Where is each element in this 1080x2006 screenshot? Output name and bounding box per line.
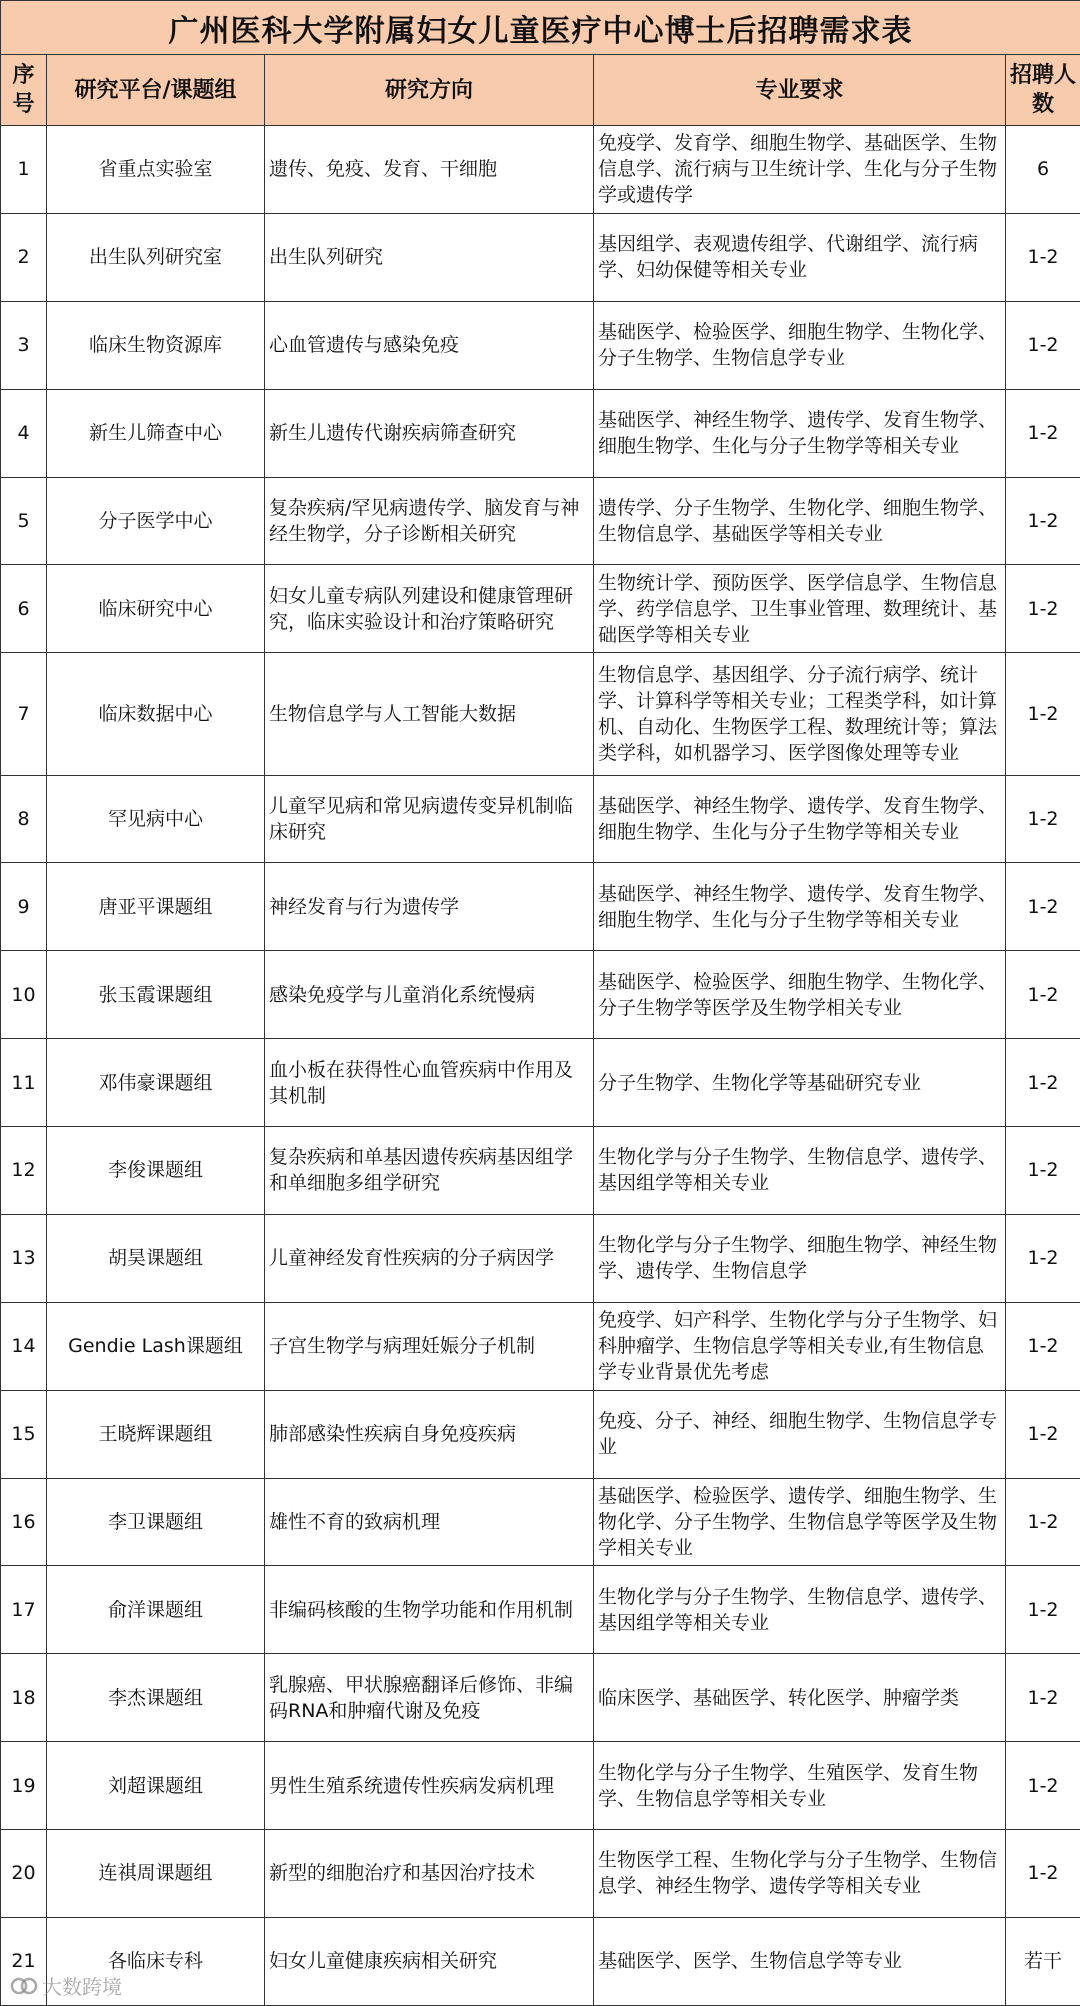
cell-platform: 省重点实验室 <box>47 126 265 214</box>
cell-major: 分子生物学、生物化学等基础研究专业 <box>594 1039 1006 1127</box>
cell-num: 8 <box>1 775 47 863</box>
cell-count: 1-2 <box>1006 1214 1080 1302</box>
cell-platform: 临床研究中心 <box>47 565 265 653</box>
cell-count: 6 <box>1006 126 1080 214</box>
cell-num: 15 <box>1 1390 47 1478</box>
table-row <box>1 213 1080 301</box>
cell-direction: 妇女儿童专病队列建设和健康管理研究，临床实验设计和治疗策略研究 <box>265 565 594 653</box>
cell-platform: 罕见病中心 <box>47 775 265 863</box>
cell-major: 免疫、分子、神经、细胞生物学、生物信息学专业 <box>594 1390 1006 1478</box>
table-row <box>1 1302 1080 1390</box>
table-row <box>1 1390 1080 1478</box>
cell-num: 5 <box>1 477 47 565</box>
cell-num: 14 <box>1 1302 47 1390</box>
cell-major: 基础医学、神经生物学、遗传学、发育生物学、细胞生物学、生化与分子生物学等相关专业 <box>594 389 1006 477</box>
table-row <box>1 951 1080 1039</box>
table-row <box>1 1566 1080 1654</box>
cell-major: 遗传学、分子生物学、生物化学、细胞生物学、生物信息学、基础医学等相关专业 <box>594 477 1006 565</box>
cell-platform: 王晓辉课题组 <box>47 1390 265 1478</box>
cell-num: 10 <box>1 951 47 1039</box>
cell-major: 基础医学、检验医学、细胞生物学、生物化学、分子生物学等医学及生物学相关专业 <box>594 951 1006 1039</box>
table-title: 广州医科大学附属妇女儿童医疗中心博士后招聘需求表 <box>1 1 1080 55</box>
cell-count: 1-2 <box>1006 1302 1080 1390</box>
cell-count: 1-2 <box>1006 1390 1080 1478</box>
cell-major: 生物化学与分子生物学、细胞生物学、神经生物学、遗传学、生物信息学 <box>594 1214 1006 1302</box>
table-row <box>1 1478 1080 1566</box>
watermark-logo-icon <box>10 1975 38 1997</box>
cell-num: 6 <box>1 565 47 653</box>
cell-major: 生物化学与分子生物学、生物信息学、遗传学、基因组学等相关专业 <box>594 1566 1006 1654</box>
cell-platform: 临床数据中心 <box>47 653 265 775</box>
header-major: 专业要求 <box>594 55 1006 126</box>
cell-platform: 李卫课题组 <box>47 1478 265 1566</box>
cell-num: 9 <box>1 863 47 951</box>
cell-count: 1-2 <box>1006 1830 1080 1918</box>
cell-num: 2 <box>1 213 47 301</box>
cell-num: 21 <box>1 1917 47 2005</box>
table-row <box>1 1214 1080 1302</box>
cell-direction: 非编码核酸的生物学功能和作用机制 <box>265 1566 594 1654</box>
cell-direction: 肺部感染性疾病自身免疫疾病 <box>265 1390 594 1478</box>
cell-major: 基础医学、检验医学、细胞生物学、生物化学、分子生物学、生物信息学专业 <box>594 301 1006 389</box>
cell-num: 1 <box>1 126 47 214</box>
cell-count: 1-2 <box>1006 301 1080 389</box>
cell-count: 1-2 <box>1006 775 1080 863</box>
cell-direction: 出生队列研究 <box>265 213 594 301</box>
cell-direction: 复杂疾病/罕见病遗传学、脑发育与神经生物学，分子诊断相关研究 <box>265 477 594 565</box>
cell-platform: 唐亚平课题组 <box>47 863 265 951</box>
cell-platform: 出生队列研究室 <box>47 213 265 301</box>
table-row <box>1 863 1080 951</box>
cell-count: 若干 <box>1006 1917 1080 2005</box>
cell-platform: 李杰课题组 <box>47 1654 265 1742</box>
cell-direction: 复杂疾病和单基因遗传疾病基因组学和单细胞多组学研究 <box>265 1127 594 1215</box>
cell-direction: 男性生殖系统遗传性疾病发病机理 <box>265 1742 594 1830</box>
cell-platform: 临床生物资源库 <box>47 301 265 389</box>
cell-direction: 妇女儿童健康疾病相关研究 <box>265 1917 594 2005</box>
header-num: 序号 <box>1 55 47 126</box>
cell-direction: 心血管遗传与感染免疫 <box>265 301 594 389</box>
table-row <box>1 301 1080 389</box>
header-count: 招聘人数 <box>1006 55 1080 126</box>
cell-num: 7 <box>1 653 47 775</box>
table-row <box>1 1830 1080 1918</box>
table-row <box>1 389 1080 477</box>
cell-count: 1-2 <box>1006 1478 1080 1566</box>
cell-num: 18 <box>1 1654 47 1742</box>
cell-major: 基础医学、医学、生物信息学等专业 <box>594 1917 1006 2005</box>
table-row <box>1 565 1080 653</box>
cell-major <box>594 653 1006 775</box>
table-row <box>1 477 1080 565</box>
table-body <box>1 126 1080 2006</box>
cell-direction: 子宫生物学与病理妊娠分子机制 <box>265 1302 594 1390</box>
cell-num: 20 <box>1 1830 47 1918</box>
cell-direction: 乳腺癌、甲状腺癌翻译后修饰、非编码RNA和肿瘤代谢及免疫 <box>265 1654 594 1742</box>
cell-direction: 新型的细胞治疗和基因治疗技术 <box>265 1830 594 1918</box>
cell-major-text: 生物信息学、基因组学、分子流行病学、统计学、计算科学等相关专业；工程类学科，如计算机、自动化、生物医学工程、数理统计等；算法类学科，如机器学习、医学图像处理等专业 <box>598 663 998 764</box>
table-row <box>1 1127 1080 1215</box>
cell-major: 生物化学与分子生物学、生物信息学、遗传学、基因组学等相关专业 <box>594 1127 1006 1215</box>
cell-count: 1-2 <box>1006 213 1080 301</box>
watermark-text: 大数跨境 <box>42 1975 122 1999</box>
cell-platform: Gendie Lash课题组 <box>47 1302 265 1390</box>
cell-direction: 生物信息学与人工智能大数据 <box>265 653 594 775</box>
table-row <box>1 775 1080 863</box>
cell-direction: 遗传、免疫、发育、干细胞 <box>265 126 594 214</box>
table-row <box>1 1039 1080 1127</box>
header-platform: 研究平台/课题组 <box>47 55 265 126</box>
cell-major: 生物统计学、预防医学、医学信息学、生物信息学、药学信息学、卫生事业管理、数理统计、基础医学等相关专业 <box>594 565 1006 653</box>
cell-platform: 刘超课题组 <box>47 1742 265 1830</box>
cell-platform: 张玉霞课题组 <box>47 951 265 1039</box>
cell-num: 3 <box>1 301 47 389</box>
cell-direction: 儿童神经发育性疾病的分子病因学 <box>265 1214 594 1302</box>
cell-major: 基础医学、神经生物学、遗传学、发育生物学、细胞生物学、生化与分子生物学等相关专业 <box>594 863 1006 951</box>
cell-direction: 神经发育与行为遗传学 <box>265 863 594 951</box>
cell-num: 19 <box>1 1742 47 1830</box>
cell-platform: 李俊课题组 <box>47 1127 265 1215</box>
table-row <box>1 126 1080 214</box>
cell-direction: 血小板在获得性心血管疾病中作用及其机制 <box>265 1039 594 1127</box>
cell-count: 1-2 <box>1006 477 1080 565</box>
cell-num: 16 <box>1 1478 47 1566</box>
cell-direction: 雄性不育的致病机理 <box>265 1478 594 1566</box>
cell-count: 1-2 <box>1006 863 1080 951</box>
cell-major: 临床医学、基础医学、转化医学、肿瘤学类 <box>594 1654 1006 1742</box>
cell-count: 1-2 <box>1006 951 1080 1039</box>
cell-major: 免疫学、发育学、细胞生物学、基础医学、生物信息学、流行病与卫生统计学、生化与分子生物学或遗传学 <box>594 126 1006 214</box>
cell-count: 1-2 <box>1006 565 1080 653</box>
cell-num: 13 <box>1 1214 47 1302</box>
cell-major: 生物医学工程、生物化学与分子生物学、生物信息学、神经生物学、遗传学等相关专业 <box>594 1830 1006 1918</box>
cell-major: 基础医学、检验医学、遗传学、细胞生物学、生物化学、分子生物学、生物信息学等医学及生物学相关专业 <box>594 1478 1006 1566</box>
cell-platform: 邓伟豪课题组 <box>47 1039 265 1127</box>
cell-platform: 新生儿筛查中心 <box>47 389 265 477</box>
cell-num: 11 <box>1 1039 47 1127</box>
cell-direction: 感染免疫学与儿童消化系统慢病 <box>265 951 594 1039</box>
cell-platform: 各临床专科 <box>47 1917 265 2005</box>
cell-count: 1-2 <box>1006 1566 1080 1654</box>
cell-count: 1-2 <box>1006 1039 1080 1127</box>
cell-platform: 俞洋课题组 <box>47 1566 265 1654</box>
table-row <box>1 653 1080 775</box>
cell-num: 12 <box>1 1127 47 1215</box>
cell-platform: 胡昊课题组 <box>47 1214 265 1302</box>
cell-major: 生物化学与分子生物学、生殖医学、发育生物学、生物信息学等相关专业 <box>594 1742 1006 1830</box>
cell-count: 1-2 <box>1006 389 1080 477</box>
table-row <box>1 1917 1080 2005</box>
table-row <box>1 1742 1080 1830</box>
cell-direction: 儿童罕见病和常见病遗传变异机制临床研究 <box>265 775 594 863</box>
cell-platform: 分子医学中心 <box>47 477 265 565</box>
cell-num: 17 <box>1 1566 47 1654</box>
watermark <box>10 1971 122 2000</box>
cell-num: 4 <box>1 389 47 477</box>
header-direction: 研究方向 <box>265 55 594 126</box>
cell-count: 1-2 <box>1006 1127 1080 1215</box>
cell-major: 基因组学、表观遗传组学、代谢组学、流行病学、妇幼保健等相关专业 <box>594 213 1006 301</box>
cell-count: 1-2 <box>1006 653 1080 775</box>
cell-direction: 新生儿遗传代谢疾病筛查研究 <box>265 389 594 477</box>
table-row <box>1 1654 1080 1742</box>
cell-platform: 连祺周课题组 <box>47 1830 265 1918</box>
cell-count: 1-2 <box>1006 1742 1080 1830</box>
cell-major: 免疫学、妇产科学、生物化学与分子生物学、妇科肿瘤学、生物信息学等相关专业,有生物信息学专业背景优先考虑 <box>594 1302 1006 1390</box>
cell-count: 1-2 <box>1006 1654 1080 1742</box>
cell-major: 基础医学、神经生物学、遗传学、发育生物学、细胞生物学、生化与分子生物学等相关专业 <box>594 775 1006 863</box>
